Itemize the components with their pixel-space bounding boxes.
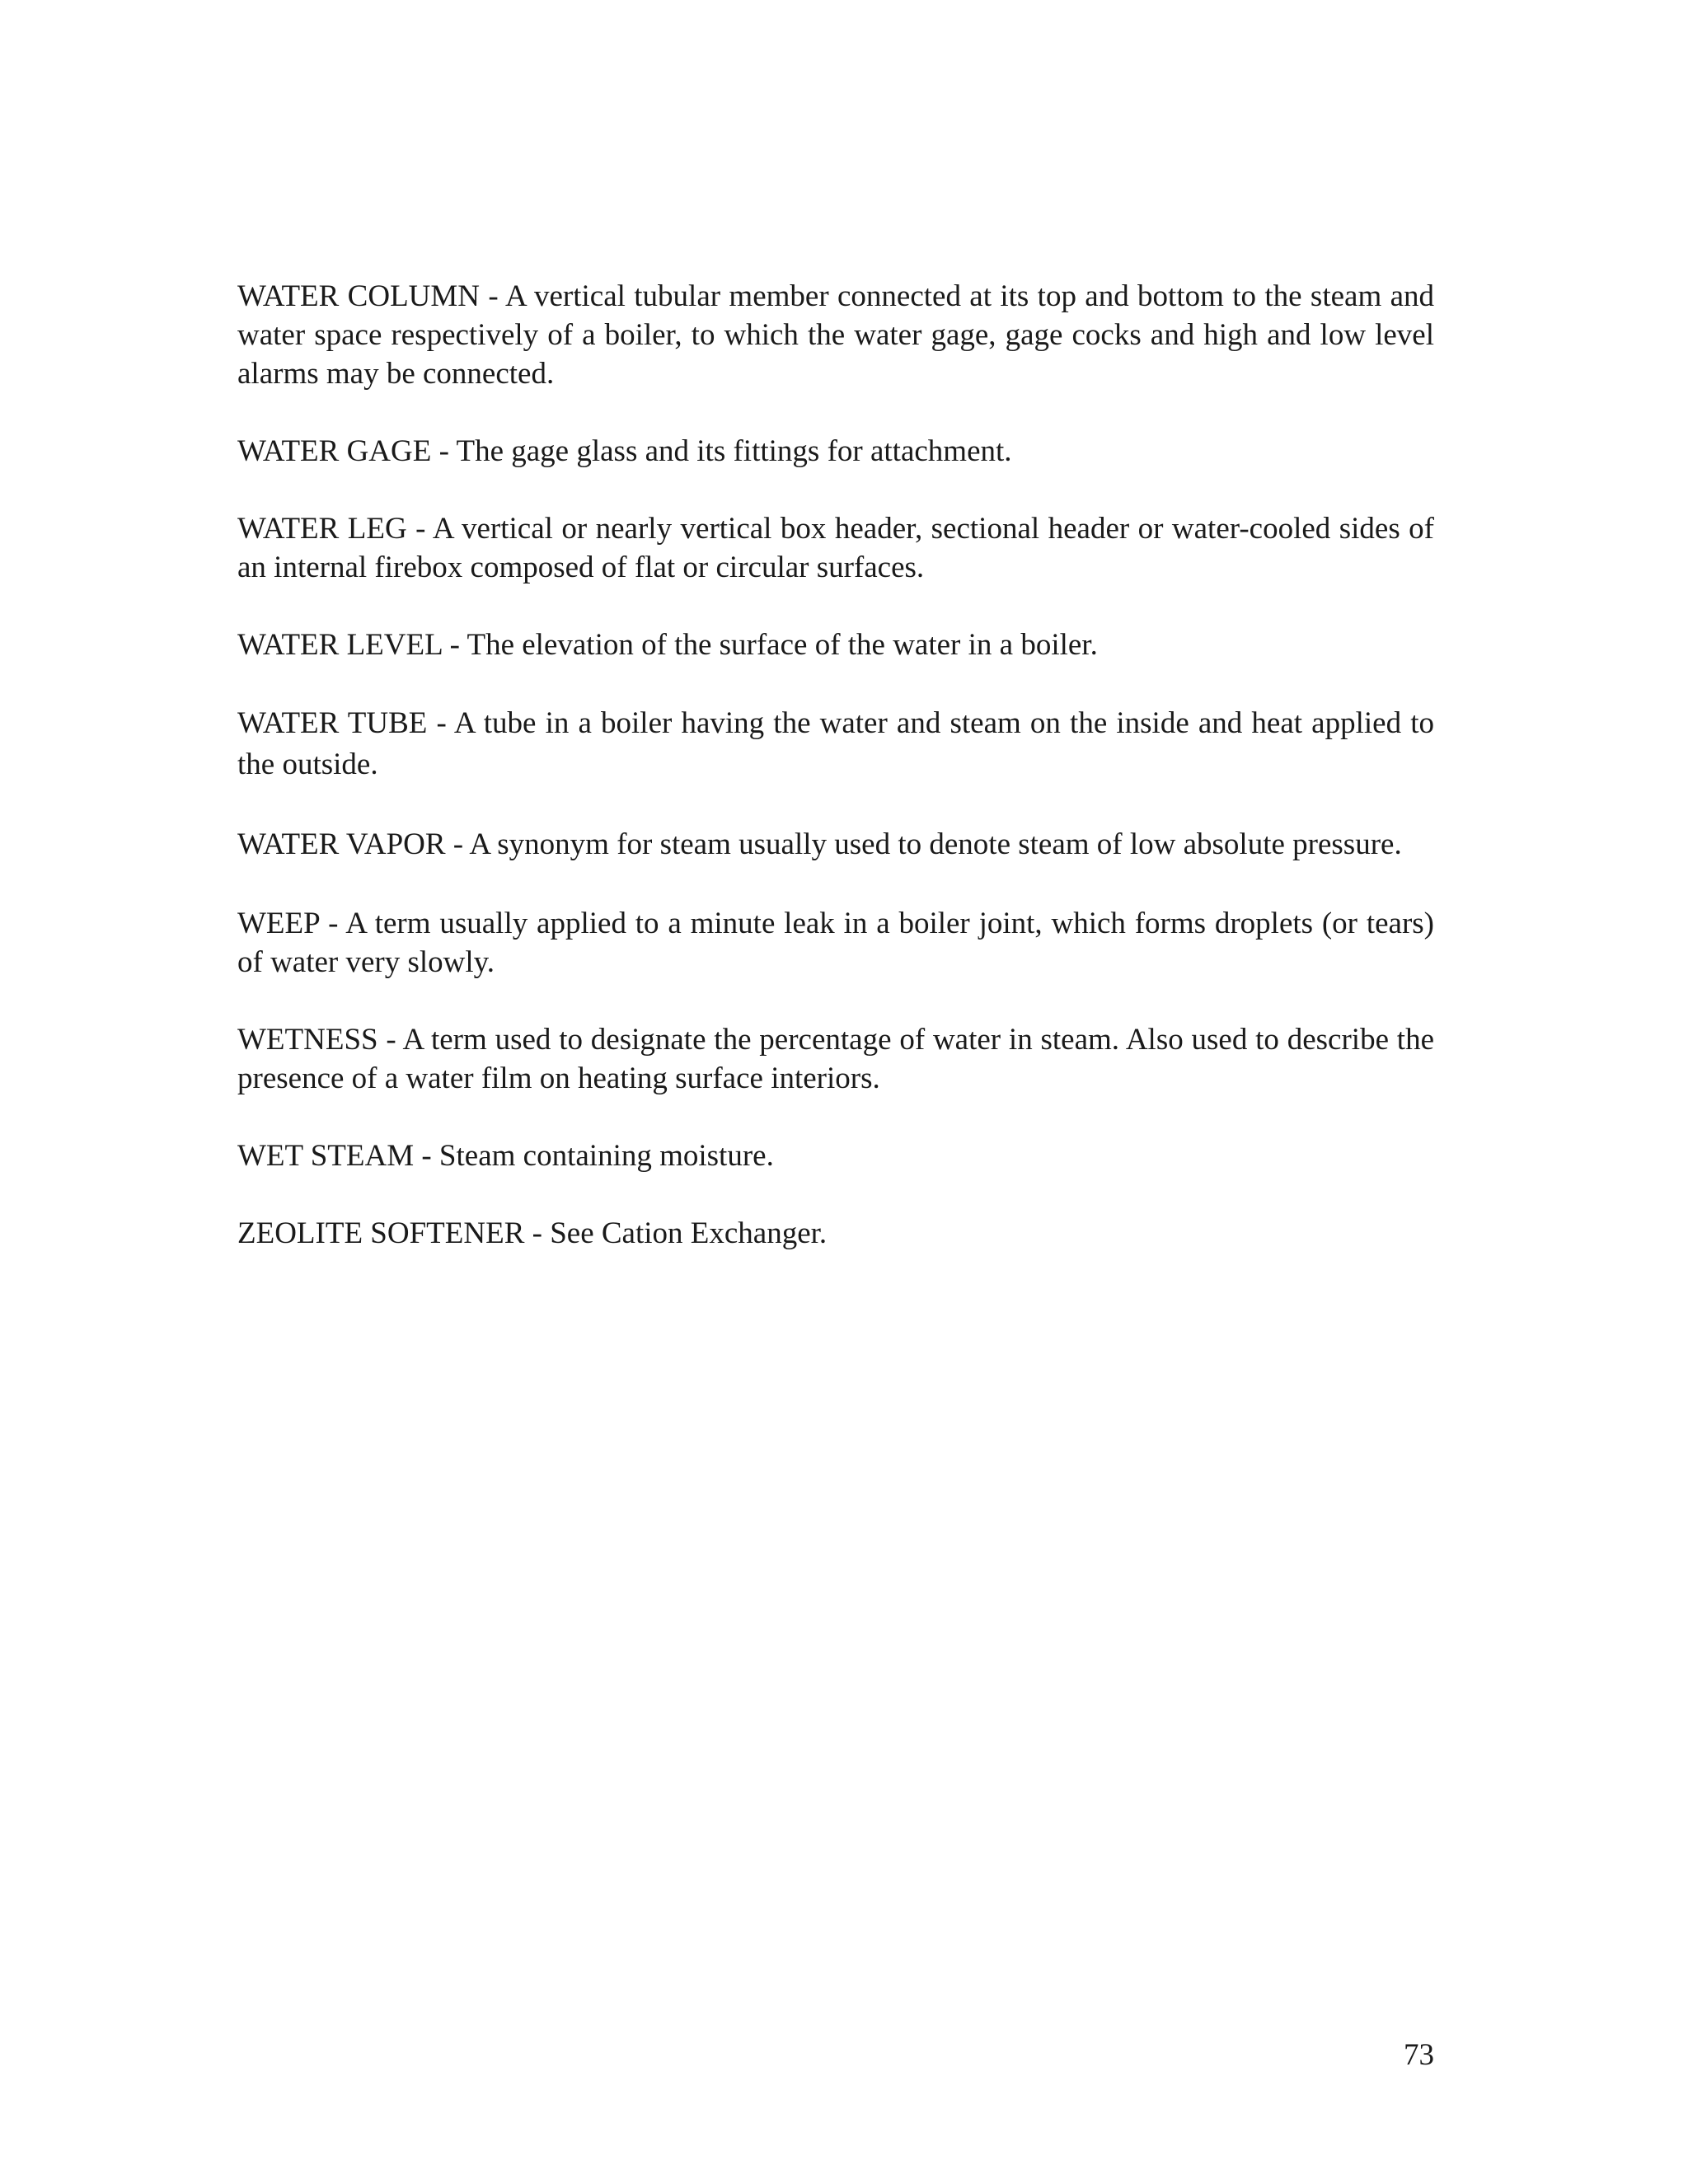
glossary-list [237,277,1434,1291]
glossary-entry-zeolite-softener: ZEOLITE SOFTENER - See Cation Exchanger. [237,1216,828,1250]
glossary-entry-wet-steam: WET STEAM - Steam containing moisture. [237,1139,774,1173]
glossary-entry-water-vapor: WATER VAPOR - A synonym for steam usually used to denote steam of low absolute pressure. [237,827,1402,861]
glossary-entry-water-column: WATER COLUMN - A vertical tubular member connected at its top and bottom to the steam and water space respectively of a boiler, to which the water gage, gage cocks and high and low level alarms may be connected. [237,279,1434,391]
page-number: 73 [1404,2038,1434,2072]
glossary-entry-wetness: WETNESS - A term used to designate the percentage of water in steam. Also used to describe the presence of a water film on heating surface interiors. [237,1023,1434,1095]
glossary-entry-water-gage: WATER GAGE - The gage glass and its fittings for attachment. [237,434,1012,468]
glossary-entry-weep: WEEP - A term usually applied to a minute leak in a boiler joint, which forms droplets (or tears) of water very slowly. [237,907,1434,979]
glossary-entry-water-leg: WATER LEG - A vertical or nearly vertical box header, sectional header or water-cooled sides of an internal firebox composed of flat or circular surfaces. [237,512,1434,584]
glossary-entry-water-tube: WATER TUBE - A tube in a boiler having the water and steam on the inside and heat applied to the outside. [237,706,1434,781]
glossary-entry-water-level: WATER LEVEL - The elevation of the surface of the water in a boiler. [237,628,1098,662]
